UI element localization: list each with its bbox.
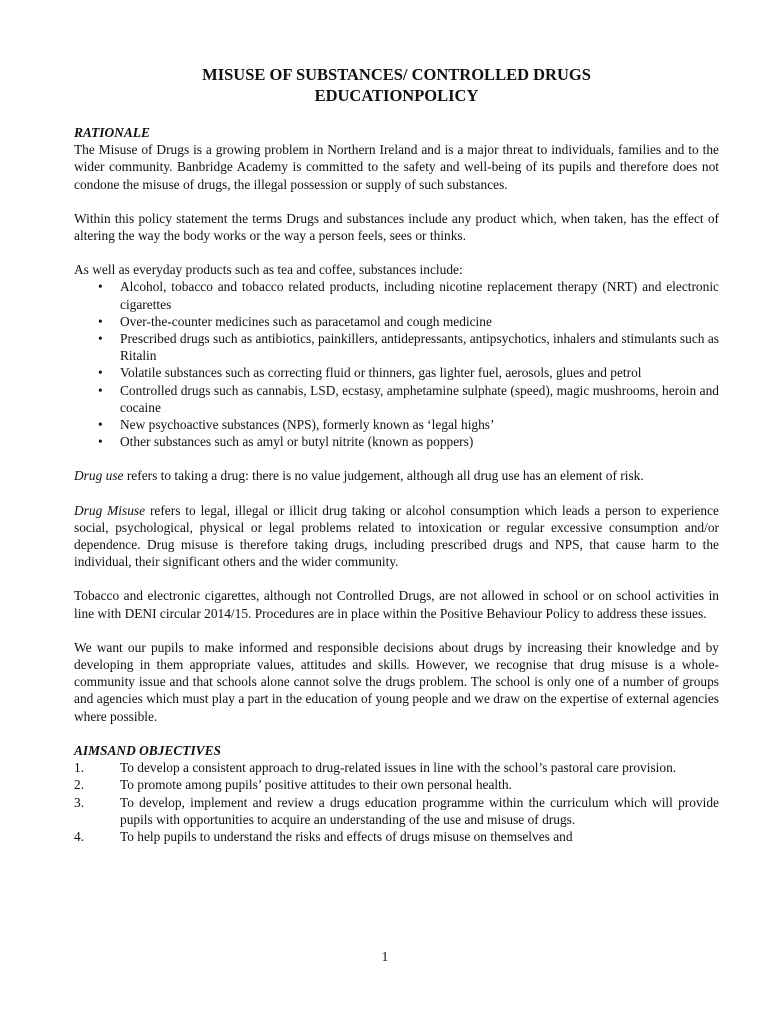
aim-number: 4.: [74, 828, 85, 844]
list-item-text: Volatile substances such as correcting fluid or thinners, gas lighter fuel, aerosols, glues and petrol: [120, 365, 642, 381]
list-item: [74, 313, 719, 330]
bullet-icon: •: [98, 279, 103, 295]
bullet-icon: •: [98, 313, 103, 329]
list-item: [74, 382, 719, 416]
drug-use-definition: refers to taking a drug: there is no value judgement, although all drug use has an element of risk.: [123, 468, 644, 484]
drug-use-term: Drug use: [74, 468, 124, 484]
page-title: [74, 64, 719, 106]
list-item-text: Over-the-counter medicines such as paracetamol and cough medicine: [120, 313, 492, 329]
title-line-2: EDUCATIONPOLICY: [314, 86, 479, 105]
page-number: 1: [381, 949, 389, 964]
bullet-icon: •: [98, 417, 103, 433]
list-item: [74, 330, 719, 364]
list-item-text: Alcohol, tobacco and tobacco related products, including nicotine replacement therapy (NRT) and electronic cigarettes: [120, 279, 719, 312]
list-item-text: Controlled drugs such as cannabis, LSD, ecstasy, amphetamine sulphate (speed), magic mushrooms, heroin and cocaine: [120, 382, 719, 415]
list-item-text: Other substances such as amyl or butyl nitrite (known as poppers): [120, 434, 474, 450]
list-item: [74, 776, 719, 793]
informed-decisions-paragraph: We want our pupils to make informed and responsible decisions about drugs by increasing their knowledge and by developing in them appropriate values, attitudes and skills. However, we recognise that drug misuse is a whole-community issue and that schools alone cannot solve the drugs problem. The school is only one of a number of groups and agencies which must play a part in the education of young people and we draw on the expertise of external agencies where possible.: [74, 639, 719, 724]
bullet-icon: •: [98, 331, 103, 347]
list-item: [74, 794, 719, 828]
list-item: [74, 828, 719, 845]
bullet-icon: •: [98, 365, 103, 381]
document-body: [74, 64, 719, 845]
aim-text: To develop a consistent approach to drug-related issues in line with the school’s pastoral care provision.: [120, 760, 677, 776]
aim-number: 1.: [74, 760, 85, 776]
list-item: [74, 759, 719, 776]
aims-list: [74, 759, 719, 845]
list-item: [74, 364, 719, 381]
substances-list: [74, 278, 719, 450]
bullet-icon: •: [98, 382, 103, 398]
aims-heading: AIMSAND OBJECTIVES: [74, 742, 221, 758]
drug-misuse-definition: refers to legal, illegal or illicit drug taking or alcohol consumption which leads a person to experience social, psychological, physical or legal problems related to intoxication or regular excessive consumption and/or dependence. Drug misuse is therefore taking drugs, including prescribed drugs and NPS, that cause harm to the individual, their significant others and the wider community.: [74, 502, 719, 570]
rationale-heading: RATIONALE: [74, 125, 150, 140]
list-item-text: Prescribed drugs such as antibiotics, painkillers, antidepressants, antipsychotics, inhalers and stimulants such as Ritalin: [120, 331, 719, 364]
bullet-icon: •: [98, 434, 103, 450]
drug-use-paragraph: [74, 467, 719, 484]
list-item: [74, 416, 719, 433]
title-line-1: MISUSE OF SUBSTANCES/ CONTROLLED DRUGS: [202, 65, 591, 84]
aim-number: 2.: [74, 777, 85, 793]
drug-misuse-paragraph: [74, 502, 719, 571]
aim-text: To help pupils to understand the risks and effects of drugs misuse on themselves and: [120, 828, 573, 844]
substances-intro: As well as everyday products such as tea and coffee, substances include:: [74, 262, 463, 278]
rationale-paragraph-1: The Misuse of Drugs is a growing problem in Northern Ireland and is a major threat to individuals, families and to the wider community. Banbridge Academy is committed to the safety and well-being of its pupils and therefore does not condone the misuse of drugs, the illegal possession or supply of such substances.: [74, 142, 719, 192]
rationale-paragraph-2: Within this policy statement the terms Drugs and substances include any product which, when taken, has the effect of altering the way the body works or the way a person feels, sees or thinks.: [74, 210, 719, 244]
drug-misuse-term: Drug Misuse: [74, 502, 146, 518]
list-item-text: New psychoactive substances (NPS), formerly known as ‘legal highs’: [120, 417, 495, 433]
aim-number: 3.: [74, 794, 85, 810]
tobacco-paragraph: Tobacco and electronic cigarettes, although not Controlled Drugs, are not allowed in school or on school activities in line with DENI circular 2014/15. Procedures are in place within the Positive Behaviour Policy to address these issues.: [74, 588, 719, 621]
list-item: [74, 278, 719, 312]
aim-text: To develop, implement and review a drugs education programme within the curriculum which will provide pupils with opportunities to acquire an understanding of the use and misuse of drugs.: [120, 794, 719, 827]
list-item: [74, 433, 719, 450]
aim-text: To promote among pupils’ positive attitudes to their own personal health.: [120, 777, 512, 793]
